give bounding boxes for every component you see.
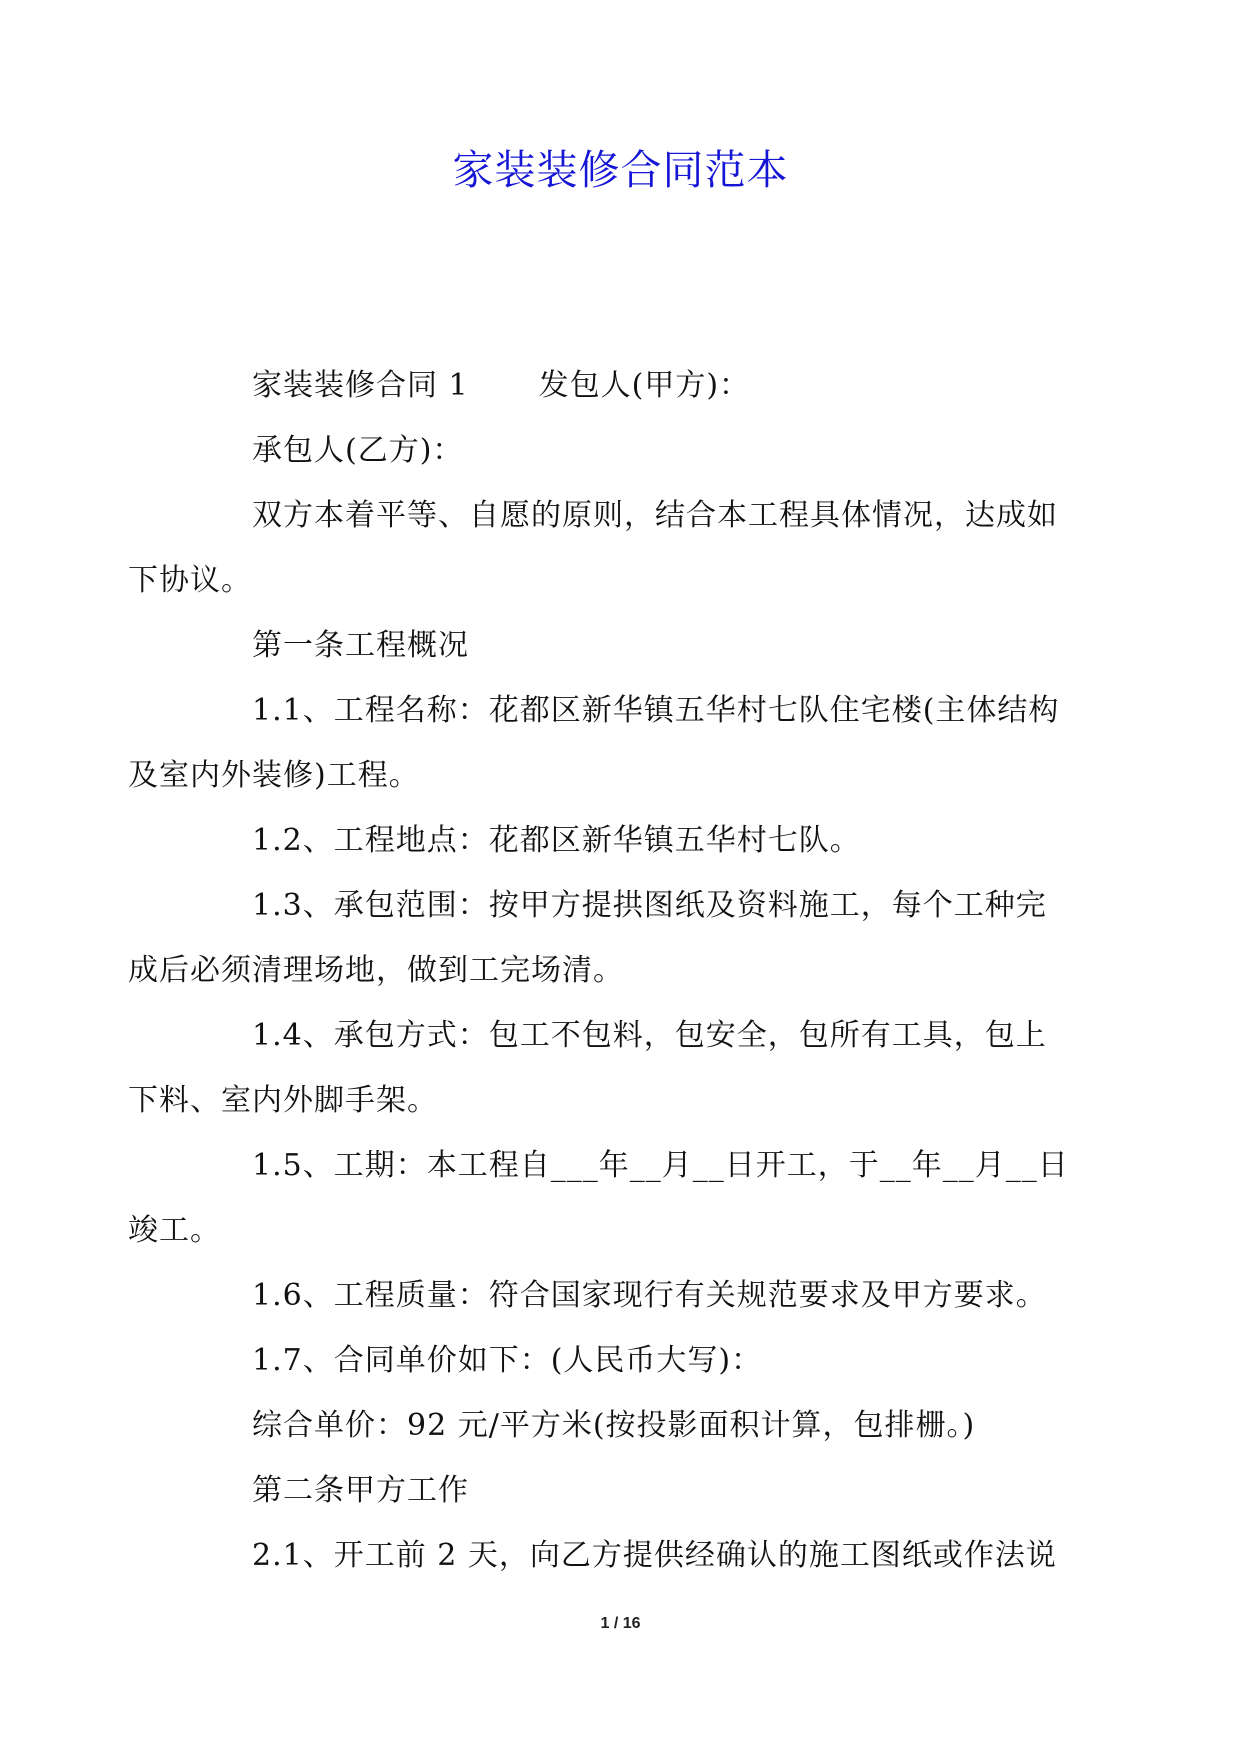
paragraph-line: 1.7、合同单价如下：(人民币大写)： <box>252 1343 763 1378</box>
clause-1-7 <box>190 1328 1060 1393</box>
party-b-label: 承包人(乙方)： <box>252 433 464 468</box>
paragraph-line: 1.5、工期：本工程自___年__月__日开工，于__年__月__日 <box>252 1148 1069 1183</box>
unit-price-line <box>190 1393 1060 1458</box>
paragraph-line: 1.3、承包范围：按甲方提拱图纸及资料施工，每个工种完 <box>252 888 1047 923</box>
paragraph-line: 2.1、开工前 2 天，向乙方提供经确认的施工图纸或作法说 <box>252 1538 1057 1573</box>
page-number: 1 / 16 <box>600 1615 641 1632</box>
paragraph-line: 竣工。 <box>128 1213 221 1248</box>
paragraph-line: 成后必须清理场地，做到工完场清。 <box>128 953 624 988</box>
clause-1-5 <box>128 1133 1069 1263</box>
section-heading-1 <box>190 613 1060 678</box>
clause-1-2 <box>190 808 1060 873</box>
section-heading-text: 第一条工程概况 <box>252 628 469 663</box>
paragraph-contract-header <box>190 353 1060 418</box>
clause-1-6 <box>190 1263 1060 1328</box>
paragraph-line: 及室内外装修)工程。 <box>128 758 420 793</box>
document-title: 家装装修合同范本 <box>452 146 789 194</box>
section-heading-text: 第二条甲方工作 <box>252 1473 469 1508</box>
paragraph-line: 综合单价：92 元/平方米(按投影面积计算，包排栅。) <box>252 1408 976 1443</box>
paragraph-line: 下协议。 <box>128 563 252 598</box>
section-heading-2 <box>190 1458 1060 1523</box>
paragraph-line: 1.2、工程地点：花都区新华镇五华村七队。 <box>252 823 861 858</box>
paragraph-line: 下料、室内外脚手架。 <box>128 1083 438 1118</box>
clause-1-1 <box>128 678 1060 808</box>
paragraph-agreement-intro <box>128 483 1060 613</box>
paragraph-line: 1.4、承包方式：包工不包料，包安全，包所有工具，包上 <box>252 1018 1047 1053</box>
clause-1-3 <box>128 873 1060 1003</box>
paragraph-line: 双方本着平等、自愿的原则，结合本工程具体情况，达成如 <box>252 498 1058 533</box>
paragraph-line: 1.1、工程名称：花都区新华镇五华村七队住宅楼(主体结构 <box>252 693 1060 728</box>
paragraph-line: 1.6、工程质量：符合国家现行有关规范要求及甲方要求。 <box>252 1278 1047 1313</box>
contract-number-text: 家装装修合同 1 <box>252 368 469 403</box>
document-body <box>128 353 1069 1588</box>
party-a-label: 发包人(甲方)： <box>538 368 751 403</box>
paragraph-party-b <box>190 418 1060 483</box>
clause-1-4 <box>128 1003 1060 1133</box>
clause-2-1 <box>190 1523 1060 1588</box>
